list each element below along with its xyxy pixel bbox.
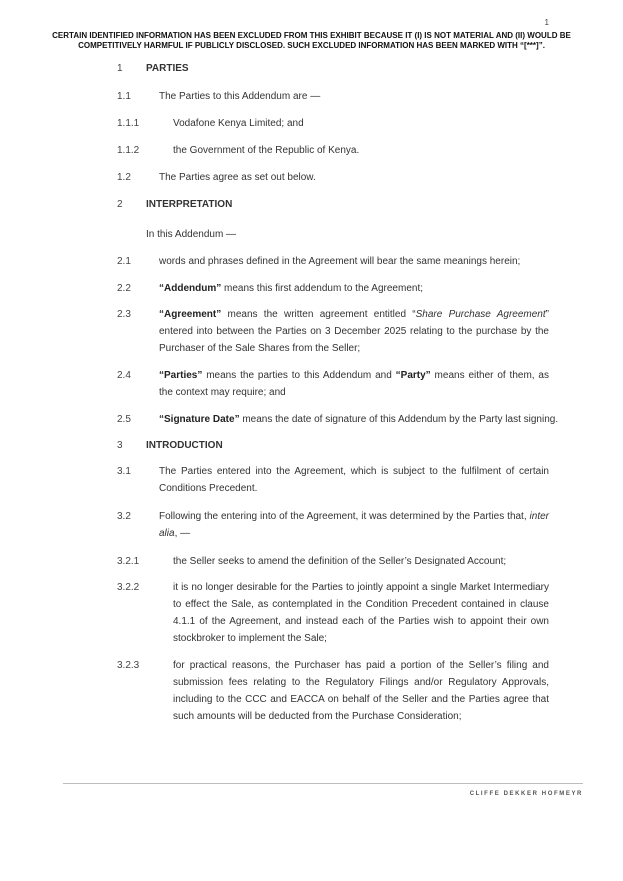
clause-number: 2.1 bbox=[117, 256, 131, 267]
defined-term: “Parties” bbox=[159, 370, 203, 381]
clause-number: 3.1 bbox=[117, 466, 131, 477]
defined-term: “Signature Date” bbox=[159, 414, 240, 425]
definition-part: means the written agreement entitled “ bbox=[221, 309, 416, 320]
firm-logo-text: CLIFFE DEKKER HOFMEYR bbox=[469, 791, 583, 797]
clause-text: The Parties to this Addendum are — bbox=[159, 91, 321, 102]
agreement-title: Share Purchase Agreement bbox=[415, 309, 546, 320]
section-number: 3 bbox=[117, 440, 123, 451]
clause-text: it is no longer desirable for the Parties to jointly appoint a single Market Intermediary to effect the Sale, as contemplated in the Condition Precedent contained in clause 4.1.1 of the Agreement, and instead each of the Parties wish to appoint their own stockbroker to implement the Sale; bbox=[173, 582, 549, 644]
clause-text: The Parties entered into the Agreement, which is subject to the fulfilment of certain Conditions Precedent. bbox=[159, 466, 549, 494]
clause-number: 1.2 bbox=[117, 172, 131, 183]
clause-number: 2.3 bbox=[117, 309, 131, 320]
definition-part: means the parties to this Addendum and bbox=[202, 370, 396, 381]
page-number: 1 bbox=[544, 18, 549, 27]
section-title: INTRODUCTION bbox=[146, 440, 223, 451]
clause-number: 3.2.2 bbox=[117, 582, 140, 593]
clause-text bbox=[159, 411, 558, 428]
definition: means the date of signature of this Addendum by the Party last signing. bbox=[239, 414, 559, 425]
clause-text: the Government of the Republic of Kenya. bbox=[173, 145, 360, 156]
clause-text: The Parties agree as set out below. bbox=[159, 172, 316, 183]
clause-text bbox=[159, 280, 423, 297]
clause-number: 1.1.1 bbox=[117, 118, 140, 129]
clause-number: 1.1 bbox=[117, 91, 131, 102]
clause-text bbox=[159, 306, 549, 357]
definition-part: means either of them, as the context may require; and bbox=[159, 370, 549, 398]
clause-text: words and phrases defined in the Agreement will bear the same meanings herein; bbox=[159, 256, 521, 267]
intro-text: In this Addendum — bbox=[146, 229, 237, 240]
clause-text bbox=[159, 508, 549, 542]
section-number: 2 bbox=[117, 199, 123, 210]
clause-text bbox=[159, 367, 549, 401]
clause-text: Vodafone Kenya Limited; and bbox=[173, 118, 304, 129]
footer-divider bbox=[63, 783, 583, 784]
clause-number: 3.2.1 bbox=[117, 556, 140, 567]
clause-text: the Seller seeks to amend the definition of the Seller’s Designated Account; bbox=[173, 556, 507, 567]
clause-number: 1.1.2 bbox=[117, 145, 140, 156]
confidentiality-disclaimer: CERTAIN IDENTIFIED INFORMATION HAS BEEN EXCLUDED FROM THIS EXHIBIT BECAUSE IT (I) IS NOT MATERIAL AND (II) WOULD BE COMPETITIVELY HARMFUL IF PUBLICLY DISCLOSED. SUCH EXCLUDED INFORMATION HAS BEEN MARKED WITH “[***]”. bbox=[52, 31, 571, 50]
section-title: PARTIES bbox=[146, 63, 189, 74]
clause-number: 2.4 bbox=[117, 370, 131, 381]
definition: means this first addendum to the Agreement; bbox=[221, 283, 423, 294]
defined-term: “Agreement” bbox=[159, 309, 222, 320]
clause-number: 3.2.3 bbox=[117, 660, 140, 671]
defined-term: “Party” bbox=[395, 370, 431, 381]
latin-phrase: inter alia bbox=[159, 511, 549, 539]
section-number: 1 bbox=[117, 63, 123, 74]
definition-part: ” entered into between the Parties on 3 December 2025 relating to the purchase by the Purchaser of the Sale Shares from the Seller; bbox=[159, 309, 549, 354]
section-title: INTERPRETATION bbox=[146, 199, 233, 210]
clause-part: , — bbox=[174, 528, 191, 539]
clause-number: 2.5 bbox=[117, 414, 131, 425]
clause-number: 2.2 bbox=[117, 283, 131, 294]
clause-text: for practical reasons, the Purchaser has paid a portion of the Seller’s filing and submission fees relating to the Regulatory Filings and/or Regulatory Approvals, including to the CCC and EACCA on behalf of the Seller and the Parties agree that such amounts will be deducted from the Purchase Consideration; bbox=[173, 660, 549, 722]
clause-part: Following the entering into of the Agreement, it was determined by the Parties that, bbox=[159, 511, 530, 522]
defined-term: “Addendum” bbox=[159, 283, 222, 294]
clause-number: 3.2 bbox=[117, 511, 131, 522]
